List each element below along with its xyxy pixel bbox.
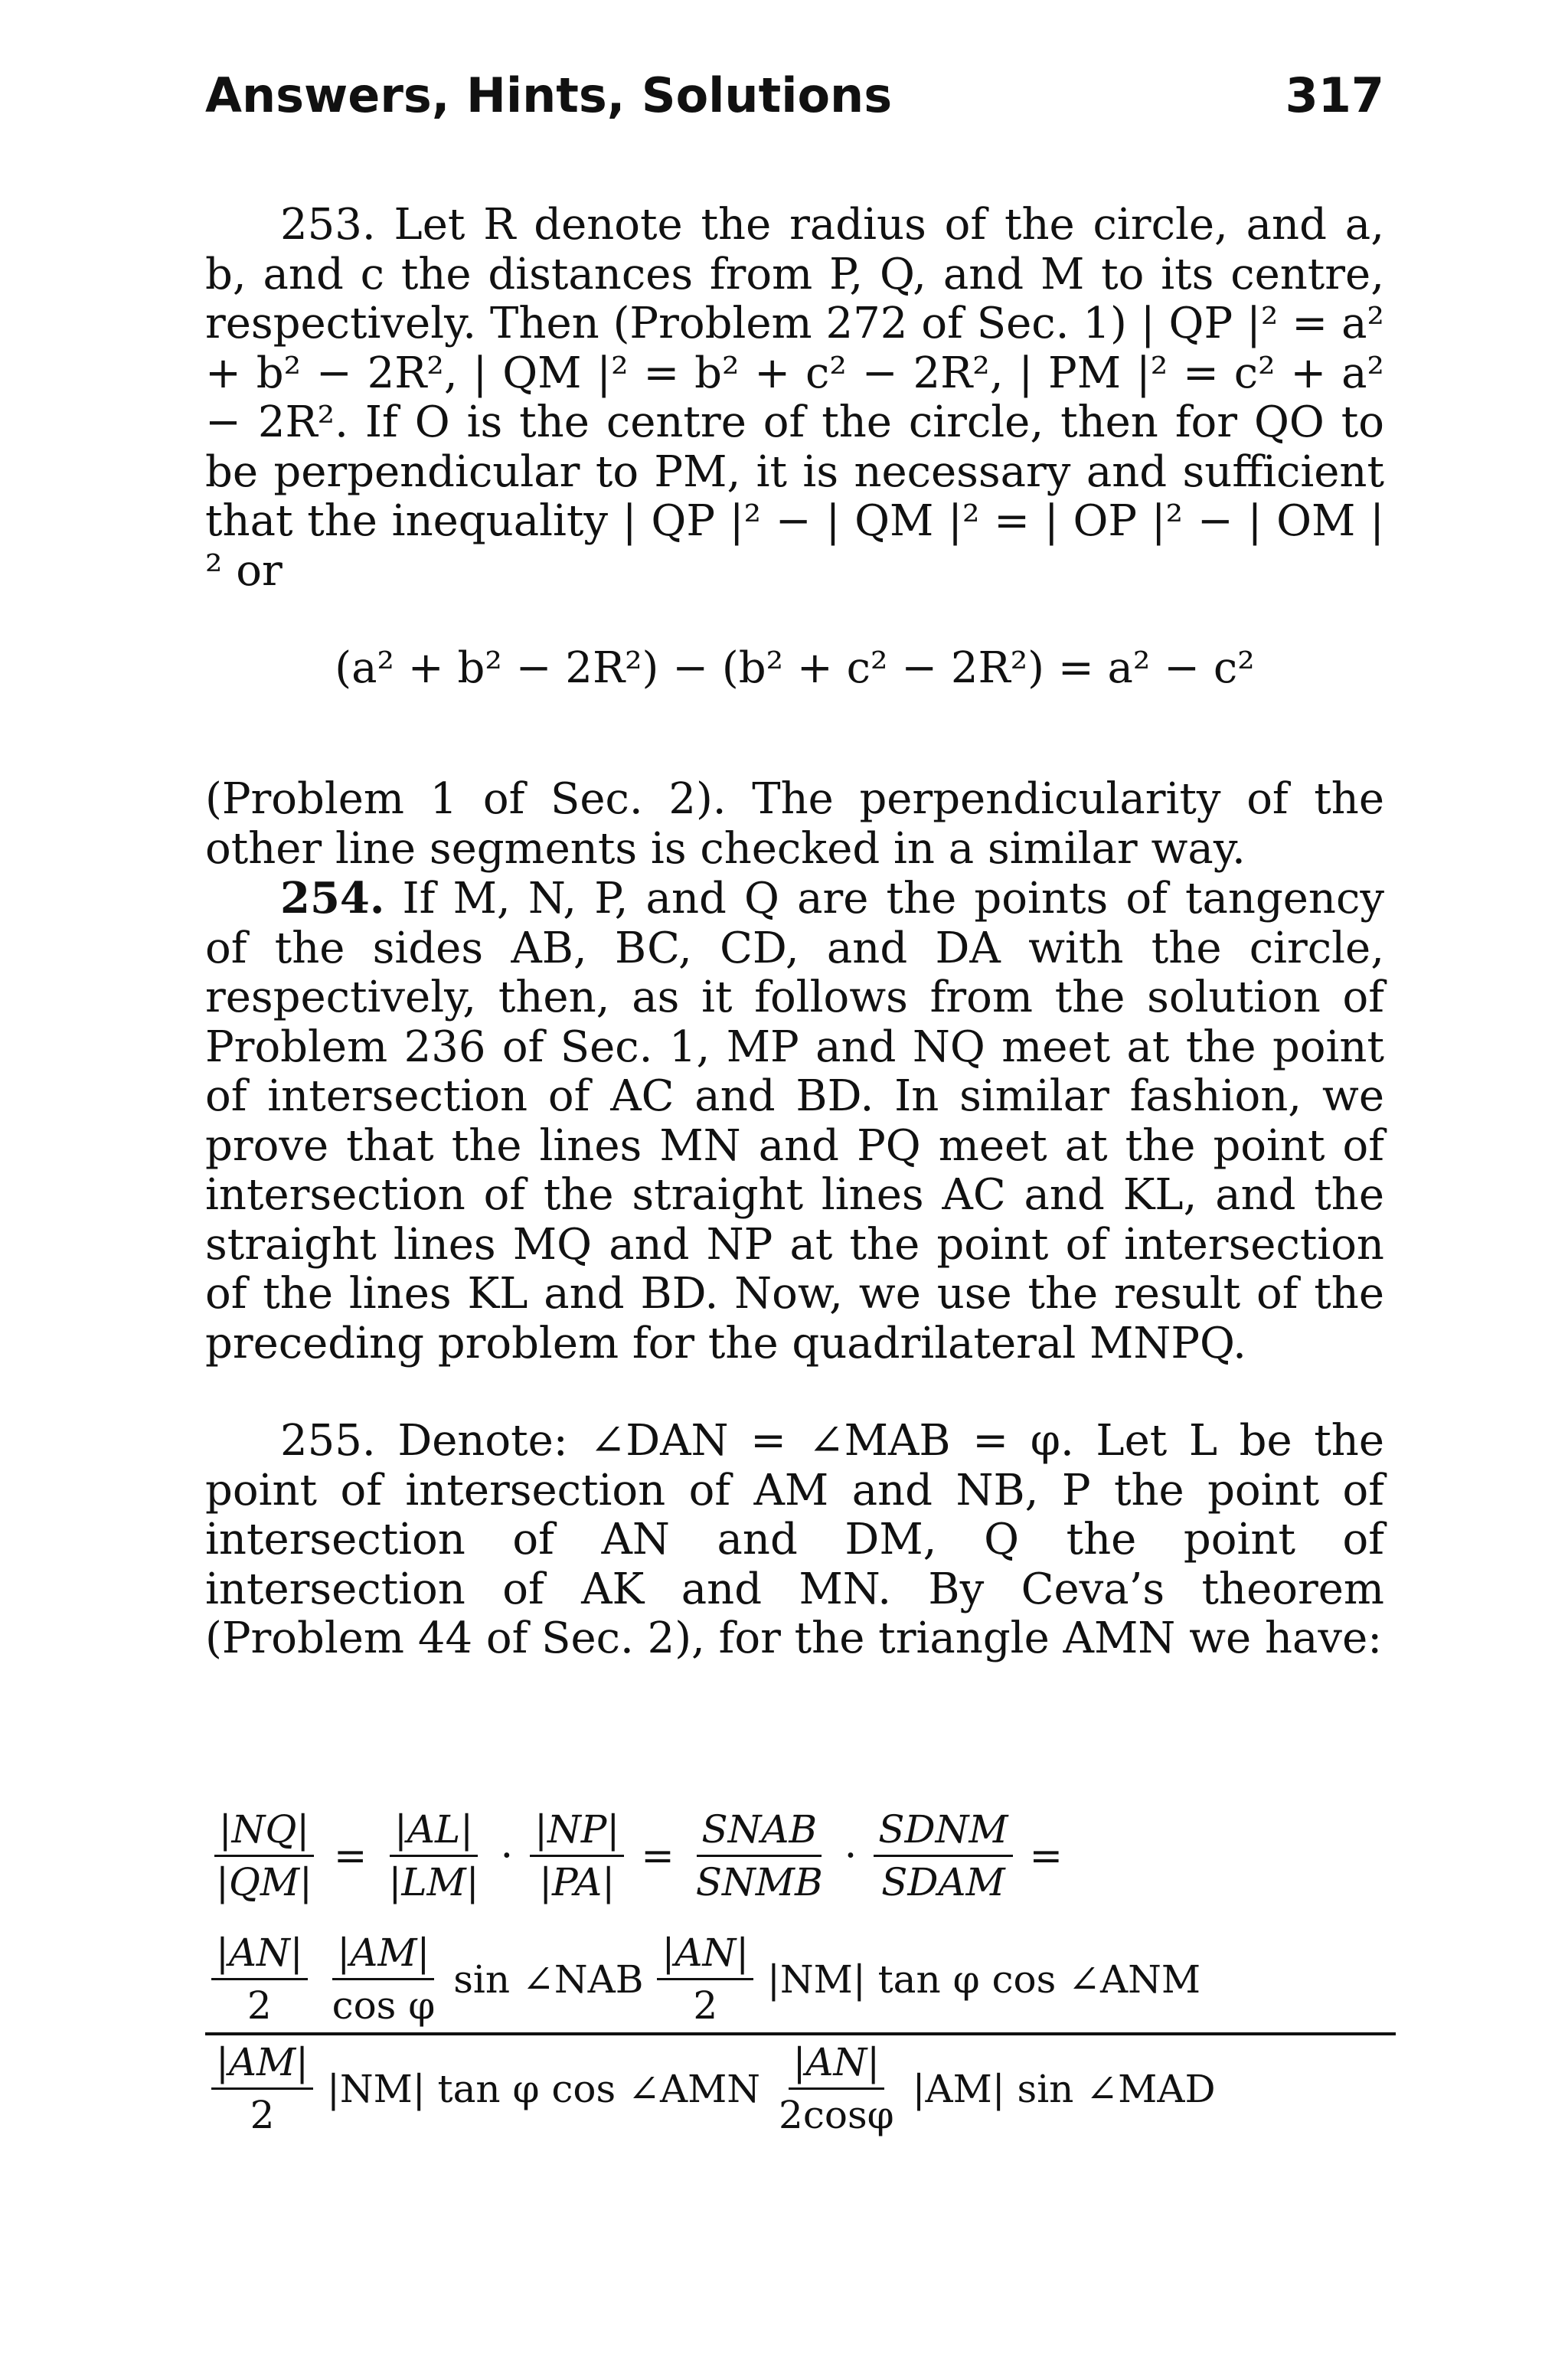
big-fraction-denominator: $\frac{|AM|}{2}$ |NM| tan φ cos ∠AMN $\frac{|AN|}{2\cos\varphi}$ |AM| sin ∠MAD: [205, 2040, 1400, 2137]
main-fraction-bar: [205, 2032, 1396, 2035]
solution-255: [205, 1417, 1384, 1664]
fraction-al-lm: $\frac{|AL|}{|LM|}$: [388, 1807, 479, 1904]
running-header: [205, 67, 1384, 123]
solution-254-text: If M, N, P, and Q are the points of tangency of the sides AB, BC, CD, and DA with the circle, respectively, then, as it follows from the solution of Problem 236 of Sec. 1, MP and NQ meet at the point of intersection of AC and BD. In similar fashion, we prove that the lines MN and PQ meet at the point of intersection of the straight lines AC and KL, and the straight lines MQ and NP at the point of intersection of the lines KL and BD. Now, we use the result of the preceding problem for the quadrilateral MNPQ.: [205, 874, 1384, 1368]
solution-253-text-a: Let R denote the radius of the circle, and a, b, and c the distances from P, Q, and M to its centre, respectively. Then (Problem 272 of Sec. 1) | QP |² = a² + b² − 2R², | QM |² = b² + c² − 2R², | PM |² = c² + a² − 2R². If O is the centre of the circle, then for QO to be perpendicular to PM, it is necessary and sufficient that the inequality | QP |² − | QM |² = | OP |² − | OM |² or: [205, 200, 1384, 596]
formula-row-1: $\frac{|NQ|}{|QM|}$ = $\frac{|AL|}{|LM|}$ · $\frac{|NP|}{|PA|}$ = $\frac{\text{SNAB}}{\text{SNMB}}$ · $\frac{\text{SDNM}}{\text{SDAM}}$ =: [205, 1807, 1400, 1904]
ceva-formula: [205, 1807, 1400, 2137]
solution-253-text-b: (Problem 1 of Sec. 2). The perpendicularity of the other line segments is checked in a similar way.: [205, 774, 1384, 874]
problem-number-255: 255.: [280, 1416, 376, 1466]
big-fraction-numerator: $\frac{|AN|}{2}$ $\frac{|AM|}{\text{cos φ}}$ sin ∠NAB $\frac{|AN|}{2}$ |NM| tan φ cos ∠ANM: [205, 1930, 1400, 2028]
fraction-area-nab-nmb: $\frac{\text{SNAB}}{\text{SNMB}}$: [695, 1807, 823, 1904]
solution-255-text: Denote: ∠DAN = ∠MAB = φ. Let L be the point of intersection of AM and NB, P the point of intersection of AN and DM, Q the point of intersection of AK and MN. By Ceva’s theorem (Problem 44 of Sec. 2), for the triangle AMN we have:: [205, 1416, 1384, 1663]
problem-number-253: 253.: [280, 200, 376, 250]
solution-254: [205, 874, 1384, 1368]
problem-number-254: 254.: [280, 873, 385, 924]
fraction-nq-qm: $\frac{|NQ|}{|QM|}$: [211, 1807, 317, 1904]
page-number: 317: [1285, 67, 1384, 123]
header-title: Answers, Hints, Solutions: [205, 67, 893, 123]
big-fraction: [205, 1930, 1400, 2137]
solution-253-part1: [205, 201, 1384, 596]
fraction-np-pa: $\frac{|NP|}{|PA|}$: [530, 1807, 624, 1904]
fraction-area-dnm-dam: $\frac{\text{SDNM}}{\text{SDAM}}$: [874, 1807, 1012, 1904]
equation-253: (a² + b² − 2R²) − (b² + c² − 2R²) = a² − c²: [335, 643, 1255, 693]
solution-253-part2: [205, 775, 1384, 874]
